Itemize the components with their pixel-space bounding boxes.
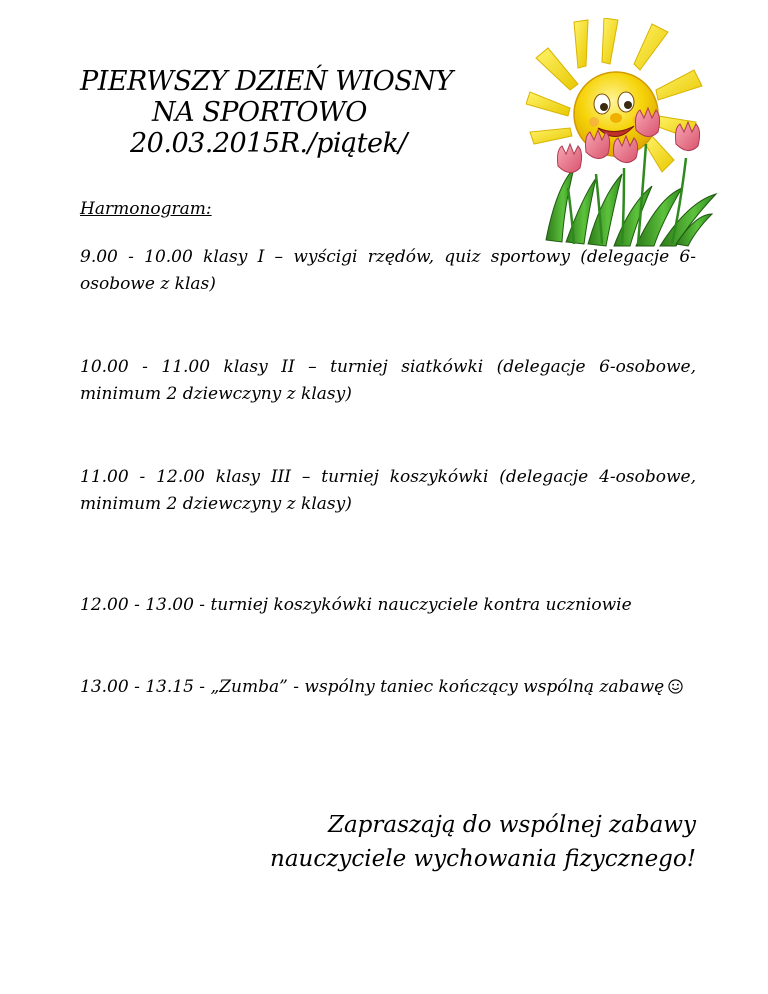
title-line-3: 20.03.2015R./piątek/ [130, 128, 407, 159]
closing-line-1: Zapraszają do wspólnej zabawy [327, 812, 696, 838]
schedule-item: 10.00 - 11.00 klasy II – turniej siatkówki (delegacje 6-osobowe, minimum 2 dziewczyny z klasy) [80, 357, 696, 404]
closing-invitation [270, 808, 696, 876]
schedule-item: 9.00 - 10.00 klasy I – wyścigi rzędów, quiz sportowy (delegacje 6-osobowe z klas) [80, 247, 696, 294]
schedule-item: 11.00 - 12.00 klasy III – turniej koszykówki (delegacje 4-osobowe, minimum 2 dziewczyny z klasy) [80, 467, 696, 514]
title-block [80, 66, 500, 159]
schedule-item: 12.00 - 13.00 - turniej koszykówki nauczyciele kontra uczniowie [80, 595, 632, 615]
closing-line-2: nauczyciele wychowania fizycznego! [270, 846, 696, 872]
sun-with-tulips-icon [526, 18, 722, 248]
schedule-item-text: 13.00 - 13.15 - „Zumba” - wspólny taniec kończący wspólną zabawę [80, 677, 665, 697]
title-line-1: PIERWSZY DZIEŃ WIOSNY [80, 66, 453, 97]
smiley-face-icon [668, 679, 683, 694]
title-line-2: NA SPORTOWO [152, 97, 367, 128]
schedule-item-last [80, 674, 696, 701]
schedule-heading: Harmonogram: [80, 199, 212, 219]
